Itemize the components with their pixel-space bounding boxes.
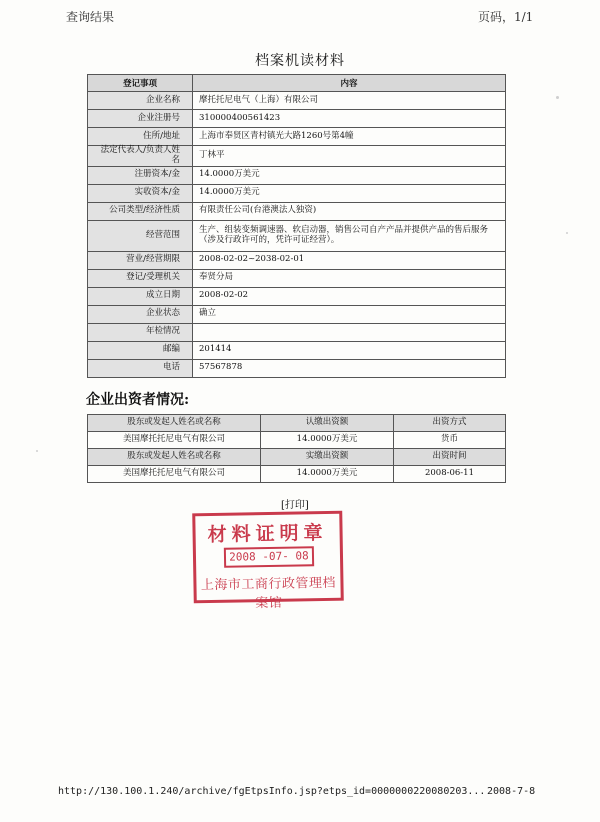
table-row (88, 110, 506, 128)
row-label: 营业/经营期限 (88, 251, 193, 269)
row-label: 公司类型/经济性质 (88, 202, 193, 220)
table-row (88, 146, 506, 167)
table-row (88, 287, 506, 305)
row-label: 企业名称 (88, 92, 193, 110)
row-value: 上海市奉贤区青村镇光大路1260号第4幢 (193, 128, 506, 146)
table-row (88, 184, 506, 202)
row-label: 年检情况 (88, 323, 193, 341)
row-label: 电话 (88, 359, 193, 377)
registration-table (87, 74, 506, 378)
row-value: 14.0000万美元 (193, 166, 506, 184)
footer-url: http://130.100.1.240/archive/fgEtpsInfo.jsp?etps_id=0000000220080203... (58, 786, 486, 797)
row-value: 2008-02-02~2038-02-01 (193, 251, 506, 269)
table-row (88, 305, 506, 323)
row-label: 住所/地址 (88, 128, 193, 146)
cell: 货币 (394, 432, 506, 449)
col-header-label: 登记事项 (88, 75, 193, 92)
cell: 美国摩托托尼电气有限公司 (88, 432, 261, 449)
scan-speck (36, 450, 38, 452)
col-header: 出资方式 (394, 415, 506, 432)
row-label: 经营范围 (88, 220, 193, 251)
col-header: 股东或发起人姓名或名称 (88, 415, 261, 432)
table-row (88, 341, 506, 359)
row-value: 310000400561423 (193, 110, 506, 128)
investors-table (87, 414, 506, 483)
row-value: 57567878 (193, 359, 506, 377)
col-header-value: 内容 (193, 75, 506, 92)
cell: 美国摩托托尼电气有限公司 (88, 466, 261, 483)
row-label: 注册资本/金 (88, 166, 193, 184)
stamp-date: 2008 -07- 08 (224, 546, 314, 568)
footer-date: 2008-7-8 (487, 786, 536, 797)
table-row (88, 359, 506, 377)
cell: 14.0000万美元 (261, 432, 394, 449)
row-value: 摩托托尼电气（上海）有限公司 (193, 92, 506, 110)
scan-speck (556, 96, 559, 99)
table-row (88, 251, 506, 269)
table-row (88, 323, 506, 341)
row-value: 奉贤分局 (193, 269, 506, 287)
row-value: 14.0000万美元 (193, 184, 506, 202)
row-value: 丁林平 (193, 146, 506, 167)
investors-title: 企业出资者情况: (86, 392, 190, 408)
page-title: 档案机读材料 (255, 53, 345, 69)
page-indicator: 页码，1/1 (478, 10, 534, 24)
header-left: 查询结果 (66, 10, 115, 24)
col-header: 出资时间 (394, 449, 506, 466)
col-header: 实缴出资额 (261, 449, 394, 466)
row-label: 法定代表人/负责人姓名 (88, 146, 193, 167)
table-header-row (88, 415, 506, 432)
table-row (88, 166, 506, 184)
row-value: 生产、组装变频调速器、软启动器，销售公司自产产品并提供产品的售后服务（涉及行政许可的，凭许可证经营）。 (193, 220, 506, 251)
table-row (88, 202, 506, 220)
cell: 2008-06-11 (394, 466, 506, 483)
table-row (88, 466, 506, 483)
row-value: 2008-02-02 (193, 287, 506, 305)
stamp-org: 上海市工商行政管理档案馆 (200, 575, 337, 612)
cell: 14.0000万美元 (261, 466, 394, 483)
scan-speck (566, 232, 568, 234)
row-value: 确立 (193, 305, 506, 323)
table-row (88, 220, 506, 251)
row-value: 有限责任公司(台港澳法人独资) (193, 202, 506, 220)
row-label: 实收资本/金 (88, 184, 193, 202)
table-row (88, 269, 506, 287)
row-label: 成立日期 (88, 287, 193, 305)
col-header: 股东或发起人姓名或名称 (88, 449, 261, 466)
table-row (88, 92, 506, 110)
row-label: 企业注册号 (88, 110, 193, 128)
row-label: 登记/受理机关 (88, 269, 193, 287)
table-row (88, 128, 506, 146)
print-link[interactable]: [打印] (281, 500, 309, 511)
col-header: 认缴出资额 (261, 415, 394, 432)
table-row (88, 432, 506, 449)
stamp-title: 材料证明章 (207, 521, 328, 547)
row-value: 201414 (193, 341, 506, 359)
certification-stamp (192, 511, 344, 612)
row-value (193, 323, 506, 341)
row-label: 企业状态 (88, 305, 193, 323)
table-header-row (88, 449, 506, 466)
row-label: 邮编 (88, 341, 193, 359)
